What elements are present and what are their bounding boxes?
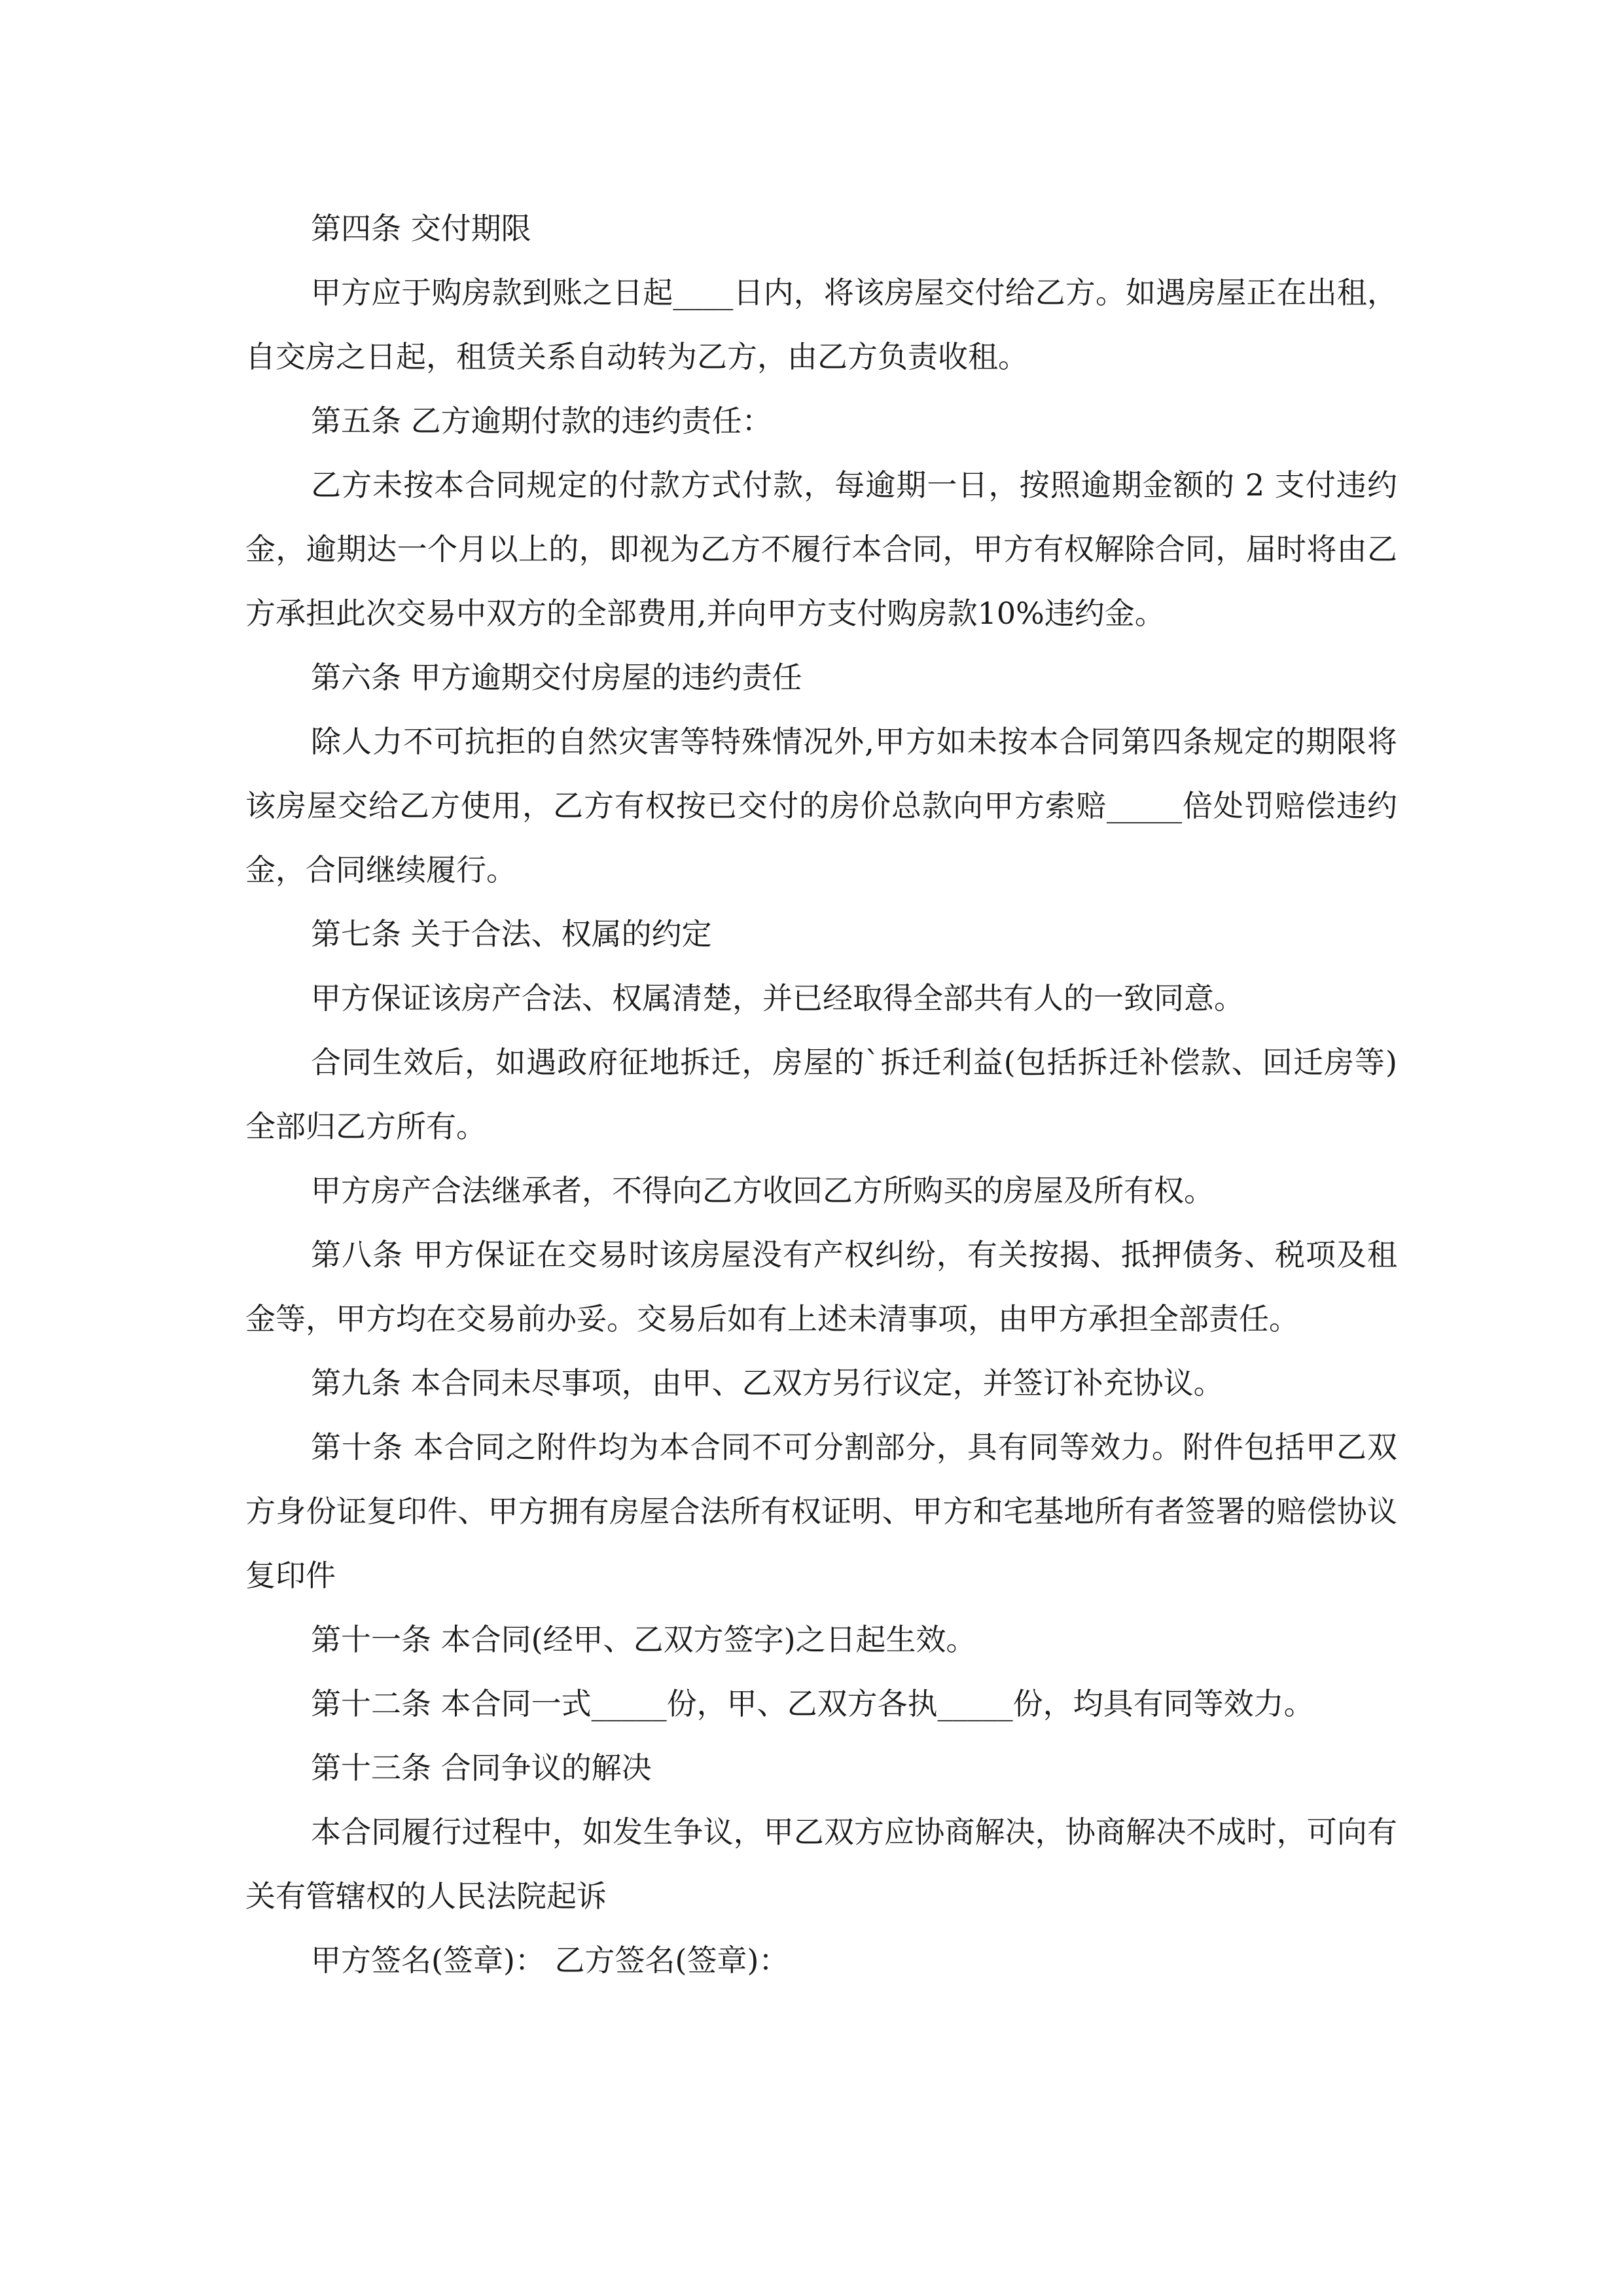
article-13-text: 本合同履行过程中，如发生争议，甲乙双方应协商解决，协商解决不成时，可向有关有管辖权的人民法院起诉 <box>245 1814 1397 1914</box>
article-12-text: 第十二条 本合同一式_____份，甲、乙双方各执_____份，均具有同等效力。 <box>311 1686 1314 1721</box>
article-11-text: 第十一条 本合同(经甲、乙双方签字)之日起生效。 <box>311 1622 976 1657</box>
article-4-text: 甲方应于购房款到账之日起____日内，将该房屋交付给乙方。如遇房屋正在出租，自交房之日起，租赁关系自动转为乙方，由乙方负责收租。 <box>245 275 1397 374</box>
article-7-text-1: 甲方保证该房产合法、权属清楚，并已经取得全部共有人的一致同意。 <box>311 980 1244 1016</box>
article-6-text: 除人力不可抗拒的自然灾害等特殊情况外,甲方如未按本合同第四条规定的期限将该房屋交给乙方使用，乙方有权按已交付的房价总款向甲方索赔_____倍处罚赔偿违约金，合同继续履行。 <box>245 724 1397 888</box>
article-5-text: 乙方未按本合同规定的付款方式付款，每逾期一日，按照逾期金额的 2 支付违约金，逾期达一个月以上的，即视为乙方不履行本合同，甲方有权解除合同，届时将由乙方承担此次交易中双方的全部费用,并向甲方支付购房款10%违约金。 <box>245 467 1397 631</box>
article-5-heading: 第五条 乙方逾期付款的违约责任： <box>311 403 772 439</box>
article-6-heading: 第六条 甲方逾期交付房屋的违约责任 <box>311 660 802 695</box>
article-7-text-3: 甲方房产合法继承者，不得向乙方收回乙方所购买的房屋及所有权。 <box>311 1173 1214 1208</box>
article-9-text: 第九条 本合同未尽事项，由甲、乙双方另行议定，并签订补充协议。 <box>311 1365 1224 1401</box>
article-10-text: 第十条 本合同之附件均为本合同不可分割部分，具有同等效力。附件包括甲乙双方身份证复印件、甲方拥有房屋合法所有权证明、甲方和宅基地所有者签署的赔偿协议复印件 <box>245 1429 1397 1593</box>
article-8-text: 第八条 甲方保证在交易时该房屋没有产权纠纷，有关按揭、抵押债务、税项及租金等，甲方均在交易前办妥。交易后如有上述未清事项，由甲方承担全部责任。 <box>245 1237 1397 1336</box>
article-7-heading: 第七条 关于合法、权属的约定 <box>311 916 712 952</box>
document-body <box>245 196 1397 1992</box>
article-13-heading: 第十三条 合同争议的解决 <box>311 1750 652 1785</box>
article-7-text-2: 合同生效后，如遇政府征地拆迁，房屋的`拆迁利益(包括拆迁补偿款、回迁房等)全部归乙方所有。 <box>245 1045 1397 1144</box>
article-4-heading: 第四条 交付期限 <box>311 211 531 246</box>
signature-line: 甲方签名(签章)： 乙方签名(签章)： <box>311 1943 789 1978</box>
